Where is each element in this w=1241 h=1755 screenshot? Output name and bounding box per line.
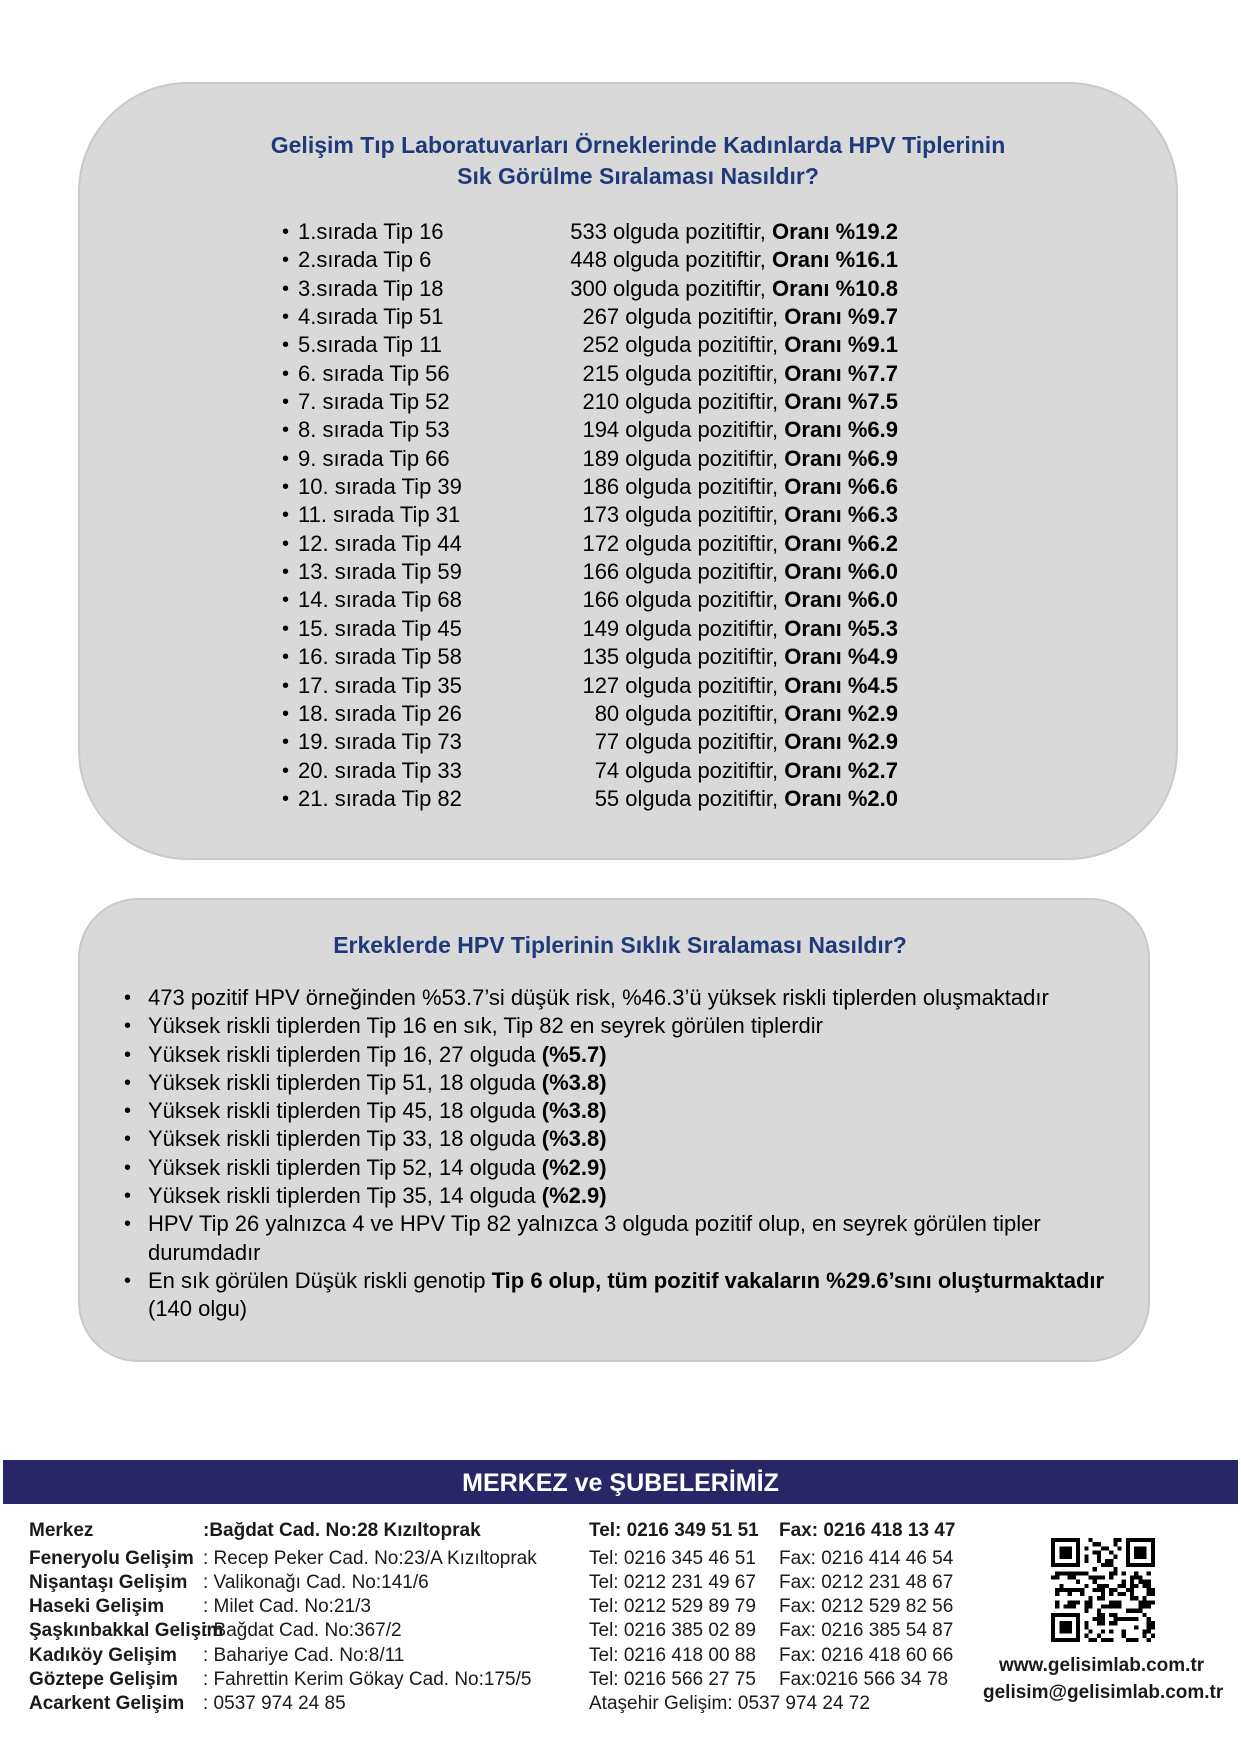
branch-address: : Valikonağı Cad. No:141/6 <box>203 1572 429 1593</box>
positive-count: 267 olguda pozitiftir, <box>582 304 779 330</box>
branch-name: Feneryolu Gelişim <box>29 1548 194 1569</box>
rank-stat <box>582 672 898 700</box>
rank-label: • 13. sırada Tip 59 <box>298 559 462 585</box>
rank-stat <box>582 416 898 444</box>
women-rank-item <box>298 303 998 331</box>
women-rank-item <box>298 416 998 444</box>
branch-row <box>3 1691 1003 1717</box>
rank-stat <box>582 331 898 359</box>
branch-row <box>3 1618 1003 1644</box>
rank-stat <box>582 360 898 388</box>
women-rank-item <box>298 558 998 586</box>
rank-stat <box>595 700 898 728</box>
rank-label: • 16. sırada Tip 58 <box>298 644 462 670</box>
rate-value: Oranı %6.0 <box>784 587 898 613</box>
women-rank-item <box>298 615 998 643</box>
rank-label: • 12. sırada Tip 44 <box>298 530 462 556</box>
branch-fax: Fax:0216 566 34 78 <box>779 1669 949 1690</box>
rank-stat <box>582 586 898 614</box>
positive-count: 80 olguda pozitiftir, <box>594 700 779 726</box>
men-fact-item <box>118 1097 1128 1125</box>
positive-count: 149 olguda pozitiftir, <box>582 615 779 641</box>
fact-text: Yüksek riskli tiplerden Tip 45, 18 olguda <box>148 1098 542 1124</box>
fact-text: Yüksek riskli tiplerden Tip 52, 14 olguda <box>148 1154 542 1180</box>
positive-count: 533 olguda pozitiftir, <box>570 219 766 244</box>
branch-name: Haseki Gelişim <box>29 1596 165 1617</box>
branch-row-main <box>3 1518 1003 1544</box>
branch-name: Şaşkınbakkal Gelişim <box>29 1620 224 1641</box>
rank-stat <box>582 445 898 473</box>
branch-address: : 0537 974 24 85 <box>203 1693 346 1714</box>
rank-label: • 18. sırada Tip 26 <box>298 700 462 726</box>
rate-value: Oranı %4.9 <box>784 644 898 670</box>
footer-heading: MERKEZ ve ŞUBELERİMİZ <box>3 1460 1238 1504</box>
branch-phone: Tel: 0216 418 00 88 <box>589 1645 756 1666</box>
rank-label: • 3.sırada Tip 18 <box>298 275 444 301</box>
positive-count: 173 olguda pozitiftir, <box>582 502 779 528</box>
women-title-line-2: Sık Görülme Sıralaması Nasıldır? <box>457 163 819 189</box>
rank-stat <box>582 501 898 529</box>
rank-label: • 10. sırada Tip 39 <box>298 474 462 500</box>
positive-count: 166 olguda pozitiftir, <box>582 559 779 585</box>
rank-stat <box>582 615 898 643</box>
rate-value: Oranı %6.3 <box>784 502 898 528</box>
branch-fax: Fax: 0216 385 54 87 <box>779 1620 954 1641</box>
rank-label: • 14. sırada Tip 68 <box>298 587 462 613</box>
branch-phone: Tel: 0216 385 02 89 <box>589 1620 756 1641</box>
branch-address: : Bahariye Cad. No:8/11 <box>203 1645 405 1666</box>
branch-phone: Ataşehir Gelişim: 0537 974 24 72 <box>589 1693 870 1714</box>
rank-stat <box>582 530 898 558</box>
branch-row <box>3 1643 1003 1669</box>
branch-phone: Tel: 0216 349 51 51 <box>589 1520 759 1541</box>
women-rank-item <box>298 728 998 756</box>
fact-bold: (%3.8) <box>541 1126 607 1152</box>
fact-bold: Tip 6 olup, tüm pozitif vakaların %29.6’sını oluşturmaktadır <box>491 1267 1105 1293</box>
women-rank-item <box>298 501 998 529</box>
branch-address: :Bağdat Cad. No:28 Kızıltoprak <box>203 1520 481 1541</box>
rate-value: Oranı %2.7 <box>784 757 898 783</box>
branch-fax: Fax: 0216 418 60 66 <box>779 1645 954 1666</box>
women-rank-item <box>298 530 998 558</box>
women-rank-item <box>298 275 998 303</box>
rate-value: Oranı %16.1 <box>772 247 898 273</box>
branch-fax: Fax: 0216 418 13 47 <box>779 1520 956 1541</box>
fact-bold: (%3.8) <box>541 1098 607 1124</box>
rate-value: Oranı %6.0 <box>784 559 898 585</box>
positive-count: 210 olguda pozitiftir, <box>582 389 779 415</box>
rate-value: Oranı %4.5 <box>784 672 898 698</box>
men-fact-item <box>118 1069 1128 1097</box>
branch-address: : Recep Peker Cad. No:23/A Kızıltoprak <box>203 1548 537 1569</box>
rank-stat <box>570 218 898 246</box>
positive-count: 166 olguda pozitiftir, <box>582 587 779 613</box>
rank-stat <box>595 757 898 785</box>
rate-value: Oranı %19.2 <box>772 219 898 244</box>
branch-row <box>3 1594 1003 1620</box>
rate-value: Oranı %7.7 <box>784 360 898 386</box>
branch-name: Acarkent Gelişim <box>29 1693 185 1714</box>
women-rank-item <box>298 331 998 359</box>
branches-footer <box>3 1460 1238 1755</box>
rate-value: Oranı %6.6 <box>784 474 898 500</box>
women-hpv-ranking-list <box>298 218 998 813</box>
rate-value: Oranı %5.3 <box>784 615 898 641</box>
fact-bold: (%5.7) <box>541 1041 607 1067</box>
positive-count: 127 olguda pozitiftir, <box>582 672 779 698</box>
positive-count: 77 olguda pozitiftir, <box>594 729 779 755</box>
branch-row <box>3 1570 1003 1596</box>
branch-name: Göztepe Gelişim <box>29 1669 178 1690</box>
men-fact-item <box>118 1182 1128 1210</box>
women-rank-item <box>298 672 998 700</box>
men-fact-item <box>118 984 1128 1012</box>
rank-label: • 9. sırada Tip 66 <box>298 445 450 471</box>
positive-count: 74 olguda pozitiftir, <box>594 757 779 783</box>
fact-text: 473 pozitif HPV örneğinden %53.7’si düşük risk, %46.3’ü yüksek riskli tiplerden oluşmaktadır <box>148 985 1049 1010</box>
qr-code-icon <box>1051 1538 1155 1642</box>
rate-value: Oranı %2.9 <box>784 700 898 726</box>
rank-stat <box>595 785 898 813</box>
positive-count: 215 olguda pozitiftir, <box>582 360 779 386</box>
website-link[interactable]: www.gelisimlab.com.tr <box>999 1655 1205 1676</box>
fact-bold: (%2.9) <box>541 1183 607 1209</box>
branch-fax: Fax: 0212 529 82 56 <box>779 1596 954 1617</box>
women-rank-item <box>298 445 998 473</box>
fact-text: Yüksek riskli tiplerden Tip 51, 18 olguda <box>148 1069 542 1095</box>
rate-value: Oranı %7.5 <box>784 389 898 415</box>
men-panel-title: Erkeklerde HPV Tiplerinin Sıklık Sıralaması Nasıldır? <box>333 932 907 958</box>
rate-value: Oranı %9.7 <box>784 304 898 330</box>
men-hpv-facts-list <box>118 984 1128 1324</box>
fact-text: Yüksek riskli tiplerden Tip 35, 14 olguda <box>148 1183 542 1209</box>
fact-text: Yüksek riskli tiplerden Tip 33, 18 olguda <box>148 1126 542 1152</box>
rank-label: • 20. sırada Tip 33 <box>298 757 462 783</box>
rank-label: • 4.sırada Tip 51 <box>298 304 444 330</box>
rank-label: • 11. sırada Tip 31 <box>298 502 461 528</box>
men-fact-item <box>118 1210 1128 1267</box>
rank-label: • 17. sırada Tip 35 <box>298 672 462 698</box>
rank-stat <box>582 388 898 416</box>
branch-name: Kadıköy Gelişim <box>29 1645 177 1666</box>
branch-address: : Milet Cad. No:21/3 <box>203 1596 371 1617</box>
women-rank-item <box>298 700 998 728</box>
fact-text: Yüksek riskli tiplerden Tip 16, 27 olguda <box>148 1041 542 1067</box>
rank-label: • 15. sırada Tip 45 <box>298 615 462 641</box>
positive-count: 194 olguda pozitiftir, <box>582 417 779 443</box>
positive-count: 135 olguda pozitiftir, <box>582 644 779 670</box>
positive-count: 448 olguda pozitiftir, <box>570 247 766 273</box>
rate-value: Oranı %10.8 <box>772 275 898 301</box>
men-fact-item <box>118 1267 1128 1324</box>
positive-count: 186 olguda pozitiftir, <box>582 474 779 500</box>
positive-count: 189 olguda pozitiftir, <box>582 445 779 471</box>
fact-after: (140 olgu) <box>148 1296 248 1322</box>
branch-name: Nişantaşı Gelişim <box>29 1572 188 1593</box>
rank-stat <box>582 473 898 501</box>
positive-count: 252 olguda pozitiftir, <box>582 332 779 358</box>
positive-count: 55 olguda pozitiftir, <box>594 785 779 811</box>
rank-label: • 6. sırada Tip 56 <box>298 360 450 386</box>
rank-label: • 21. sırada Tip 82 <box>298 785 462 811</box>
men-fact-item <box>118 1154 1128 1182</box>
rank-label: • 2.sırada Tip 6 <box>298 247 432 273</box>
women-rank-item <box>298 218 998 246</box>
fact-bold: (%2.9) <box>541 1154 607 1180</box>
men-fact-item <box>118 1012 1128 1040</box>
women-rank-item <box>298 757 998 785</box>
branch-address: : Fahrettin Kerim Gökay Cad. No:175/5 <box>203 1669 532 1690</box>
rank-stat <box>582 303 898 331</box>
fact-text: Yüksek riskli tiplerden Tip 16 en sık, Tip 82 en seyrek görülen tiplerdir <box>148 1013 823 1039</box>
women-rank-item <box>298 388 998 416</box>
branch-row <box>3 1667 1003 1693</box>
rank-stat <box>570 246 898 274</box>
rank-stat <box>595 728 898 756</box>
rank-stat <box>582 558 898 586</box>
branch-address: : Bağdat Cad. No:367/2 <box>203 1620 402 1641</box>
rank-label: • 7. sırada Tip 52 <box>298 389 450 415</box>
branch-phone: Tel: 0216 566 27 75 <box>589 1669 756 1690</box>
women-panel-title <box>80 130 1176 192</box>
men-hpv-panel <box>78 898 1150 1362</box>
women-rank-item <box>298 246 998 274</box>
branch-phone: Tel: 0212 529 89 79 <box>589 1596 756 1617</box>
women-rank-item <box>298 360 998 388</box>
women-rank-item <box>298 785 998 813</box>
fact-text: HPV Tip 26 yalnızca 4 ve HPV Tip 82 yalnızca 3 olguda pozitif olup, en seyrek görülen tipler durumdadır <box>148 1211 1041 1265</box>
fact-text: En sık görülen Düşük riskli genotip <box>148 1267 492 1293</box>
women-rank-item <box>298 643 998 671</box>
positive-count: 172 olguda pozitiftir, <box>582 530 779 556</box>
women-rank-item <box>298 473 998 501</box>
women-hpv-panel <box>78 82 1178 860</box>
email-link[interactable]: gelisim@gelisimlab.com.tr <box>983 1682 1224 1703</box>
rank-label: • 5.sırada Tip 11 <box>298 332 442 358</box>
branch-row <box>3 1546 1003 1572</box>
rate-value: Oranı %6.2 <box>784 530 898 556</box>
branch-phone: Tel: 0212 231 49 67 <box>589 1572 756 1593</box>
fact-bold: (%3.8) <box>541 1069 607 1095</box>
men-fact-item <box>118 1125 1128 1153</box>
men-fact-item <box>118 1041 1128 1069</box>
branch-phone: Tel: 0216 345 46 51 <box>589 1548 756 1569</box>
rank-label: • 1.sırada Tip 16 <box>298 219 444 244</box>
rate-value: Oranı %2.0 <box>784 785 898 811</box>
positive-count: 300 olguda pozitiftir, <box>570 275 766 301</box>
rank-label: • 8. sırada Tip 53 <box>298 417 450 443</box>
rank-stat <box>582 643 898 671</box>
branch-name: Merkez <box>29 1520 94 1541</box>
women-rank-item <box>298 586 998 614</box>
rate-value: Oranı %2.9 <box>784 729 898 755</box>
rank-stat <box>570 275 898 303</box>
women-title-line-1: Gelişim Tıp Laboratuvarları Örneklerinde Kadınlarda HPV Tiplerinin <box>270 132 1006 158</box>
rate-value: Oranı %6.9 <box>784 417 898 443</box>
rate-value: Oranı %6.9 <box>784 445 898 471</box>
rate-value: Oranı %9.1 <box>784 332 898 358</box>
branch-fax: Fax: 0216 414 46 54 <box>779 1548 954 1569</box>
branch-fax: Fax: 0212 231 48 67 <box>779 1572 954 1593</box>
rank-label: • 19. sırada Tip 73 <box>298 729 462 755</box>
